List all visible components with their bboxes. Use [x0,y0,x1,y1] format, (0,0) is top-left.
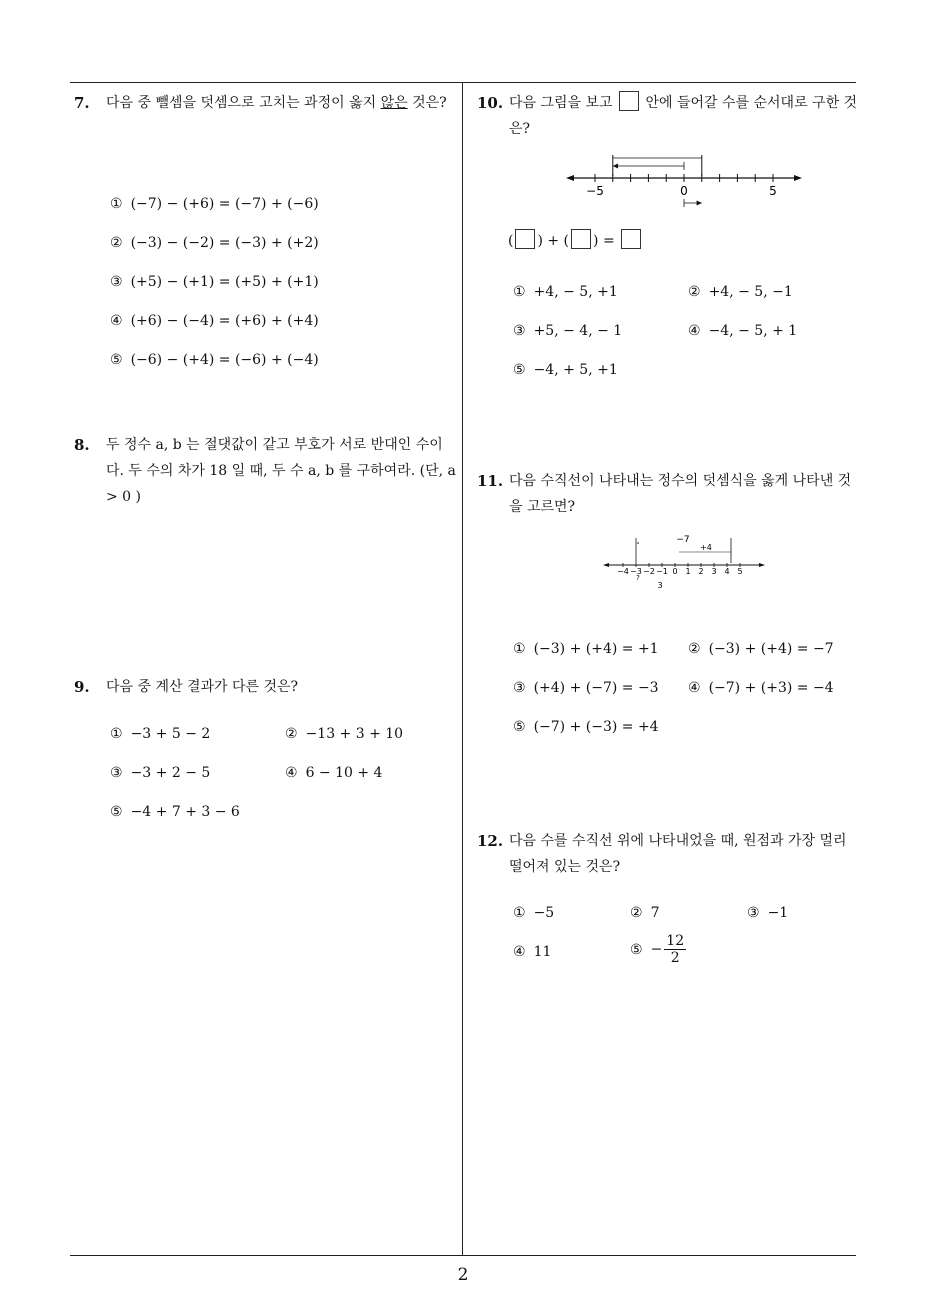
choice-text: +4, − 5, +1 [533,284,618,300]
choice-text: 11 [533,944,552,960]
arrow-right-icon [759,563,765,567]
choice-mark: ④ [110,313,123,329]
choice-mark: ③ [110,765,123,781]
choice-mark: ⑤ [630,941,643,958]
question-stem: 다음 수직선이 나타내는 정수의 덧셈식을 옳게 나타낸 것을 고르면? [509,473,852,515]
choice-5[interactable] [110,804,240,820]
question-8 [74,432,458,510]
question-7 [74,90,456,368]
question-12 [477,828,861,880]
choice-mark: ③ [513,323,526,339]
choice-text: 7 [650,905,660,921]
choice-4[interactable] [513,944,551,960]
choice-3[interactable] [513,680,659,696]
tick-label: 4 [724,567,730,576]
axis-label: 0 [680,184,688,198]
page-number: 2 [457,1265,469,1285]
choice-mark: ② [630,905,643,921]
choice-3[interactable] [110,274,319,290]
choice-1[interactable] [110,726,210,742]
choice-5[interactable] [513,719,659,735]
dot-mark [637,542,639,544]
choice-mark: ④ [688,680,701,696]
arrow-head-icon [697,201,702,206]
choice-mark: ⑤ [513,719,526,735]
choice-2[interactable] [110,235,319,251]
question-stem: 다음 중 계산 결과가 다른 것은? [106,679,299,695]
choice-1[interactable] [513,905,554,921]
fraction-numerator: 12 [666,933,685,949]
stem-text: 것은? [407,95,447,111]
choice-5[interactable] [110,352,319,368]
choice-text: (−7) − (+6) = (−7) + (−6) [130,196,319,212]
choice-4[interactable] [285,765,382,781]
diagram-label-below: ? [636,574,640,582]
choice-text: (−3) + (+4) = −7 [708,641,834,657]
tick-label: 5 [737,567,743,576]
equation-text: ) + ( [537,233,570,249]
diagram-label-top: −7 [676,535,690,545]
choice-3[interactable] [513,323,622,339]
choice-mark: ③ [110,274,123,290]
choice-5[interactable] [630,933,686,966]
question-number: 9. [74,678,90,696]
choice-text: −4 + 7 + 3 − 6 [130,804,240,820]
question-stem: 두 정수 a, b 는 절댓값이 같고 부호가 서로 반대인 수이다. 두 수의 차가 18 일 때, 두 수 a, b 를 구하여라. (단, a > 0 ) [106,437,456,505]
choice-text: −3 + 2 − 5 [130,765,211,781]
choice-mark: ② [688,641,701,657]
choice-mark: ③ [513,680,526,696]
question-stem [509,90,861,142]
choice-2[interactable] [285,726,403,742]
tick-label: −4 [617,567,629,576]
question-11 [477,468,861,520]
answer-box [515,229,535,249]
question-stem [106,90,456,116]
choice-mark: ② [285,726,298,742]
choice-text: (+4) + (−7) = −3 [533,680,659,696]
choice-mark: ⑤ [513,362,526,378]
question-10 [477,90,861,142]
choice-mark: ④ [688,323,701,339]
choice-3[interactable] [747,905,788,921]
tick-label: 3 [711,567,717,576]
stem-text: 다음 중 뺄셈을 덧셈으로 고치는 과정이 옳지 [106,95,381,111]
choice-mark: ③ [747,905,760,921]
fraction [664,933,686,966]
diagram-label-mid: +4 [700,543,712,552]
choice-text: (−6) − (+4) = (−6) + (−4) [130,352,319,368]
tick-label: 2 [698,567,704,576]
choice-text: (−3) − (−2) = (−3) + (+2) [130,235,319,251]
question-number: 12. [477,832,504,850]
choice-2[interactable] [688,284,793,300]
answer-box [571,229,591,249]
choice-text: −13 + 3 + 10 [305,726,404,742]
arrow-head-icon [613,164,618,169]
choice-2[interactable] [688,641,834,657]
choice-text: (+5) − (+1) = (+5) + (+1) [130,274,319,290]
choice-mark: ① [110,196,123,212]
choice-text: (−7) + (+3) = −4 [708,680,834,696]
answer-box [619,91,639,111]
tick-label: −2 [643,567,655,576]
choice-mark: ② [688,284,701,300]
column-divider [462,82,463,1256]
equation-blank [508,229,643,249]
choice-text: (−7) + (−3) = +4 [533,719,659,735]
choice-1[interactable] [513,641,659,657]
choice-4[interactable] [110,313,319,329]
arrow-left-icon [603,563,609,567]
choice-mark: ⑤ [110,352,123,368]
choice-3[interactable] [110,765,210,781]
diagram-label-below: 3 [657,581,663,590]
choice-2[interactable] [630,905,659,921]
choice-text: −3 + 5 − 2 [130,726,211,742]
question-9 [74,674,456,820]
choice-text: −5 [533,905,555,921]
axis-label: 5 [769,184,777,198]
choice-text: (−3) + (+4) = +1 [533,641,659,657]
equation-text: ) = [593,233,620,249]
choice-mark: ① [513,284,526,300]
number-line-diagram [600,530,770,592]
choice-mark: ④ [513,944,526,960]
axis-label: −5 [586,184,604,198]
choice-mark: ① [513,905,526,921]
tick-label: −1 [656,567,668,576]
fraction-sign: − [650,941,663,958]
choice-1[interactable] [513,284,618,300]
choice-text: 6 − 10 + 4 [305,765,383,781]
choice-mark: ① [110,726,123,742]
bottom-rule [70,1255,856,1256]
choice-mark: ① [513,641,526,657]
tick-label: −3 [630,567,642,576]
choice-1[interactable] [110,196,319,212]
choice-text: +5, − 4, − 1 [533,323,623,339]
choice-text: −4, + 5, +1 [533,362,618,378]
top-rule [70,82,856,83]
equation-text: ( [508,233,514,249]
choice-text: (+6) − (−4) = (+6) + (+4) [130,313,319,329]
question-number: 11. [477,472,504,490]
choice-5[interactable] [513,362,618,378]
fraction-denominator: 2 [670,950,680,966]
choice-text: −4, − 5, + 1 [708,323,798,339]
answer-box [621,229,641,249]
arrow-right-icon [794,175,802,181]
question-number: 8. [74,436,90,454]
choice-text: +4, − 5, −1 [708,284,793,300]
stem-text: 안에 들어갈 수를 순서대로 구한 것은? [509,95,858,137]
choice-mark: ④ [285,765,298,781]
tick-label: 1 [685,567,691,576]
choice-4[interactable] [688,323,797,339]
stem-underlined: 않은 [380,95,408,111]
stem-text: 다음 그림을 보고 [509,95,618,111]
choice-text: −1 [767,905,789,921]
arrow-left-icon [566,175,574,181]
tick-label: 0 [672,567,678,576]
number-line-diagram [560,150,810,212]
choice-mark: ⑤ [110,804,123,820]
choice-mark: ② [110,235,123,251]
question-stem: 다음 수를 수직선 위에 나타내었을 때, 원점과 가장 멀리 떨어져 있는 것은? [509,833,847,875]
question-number: 7. [74,94,90,112]
choice-4[interactable] [688,680,834,696]
question-number: 10. [477,94,504,112]
